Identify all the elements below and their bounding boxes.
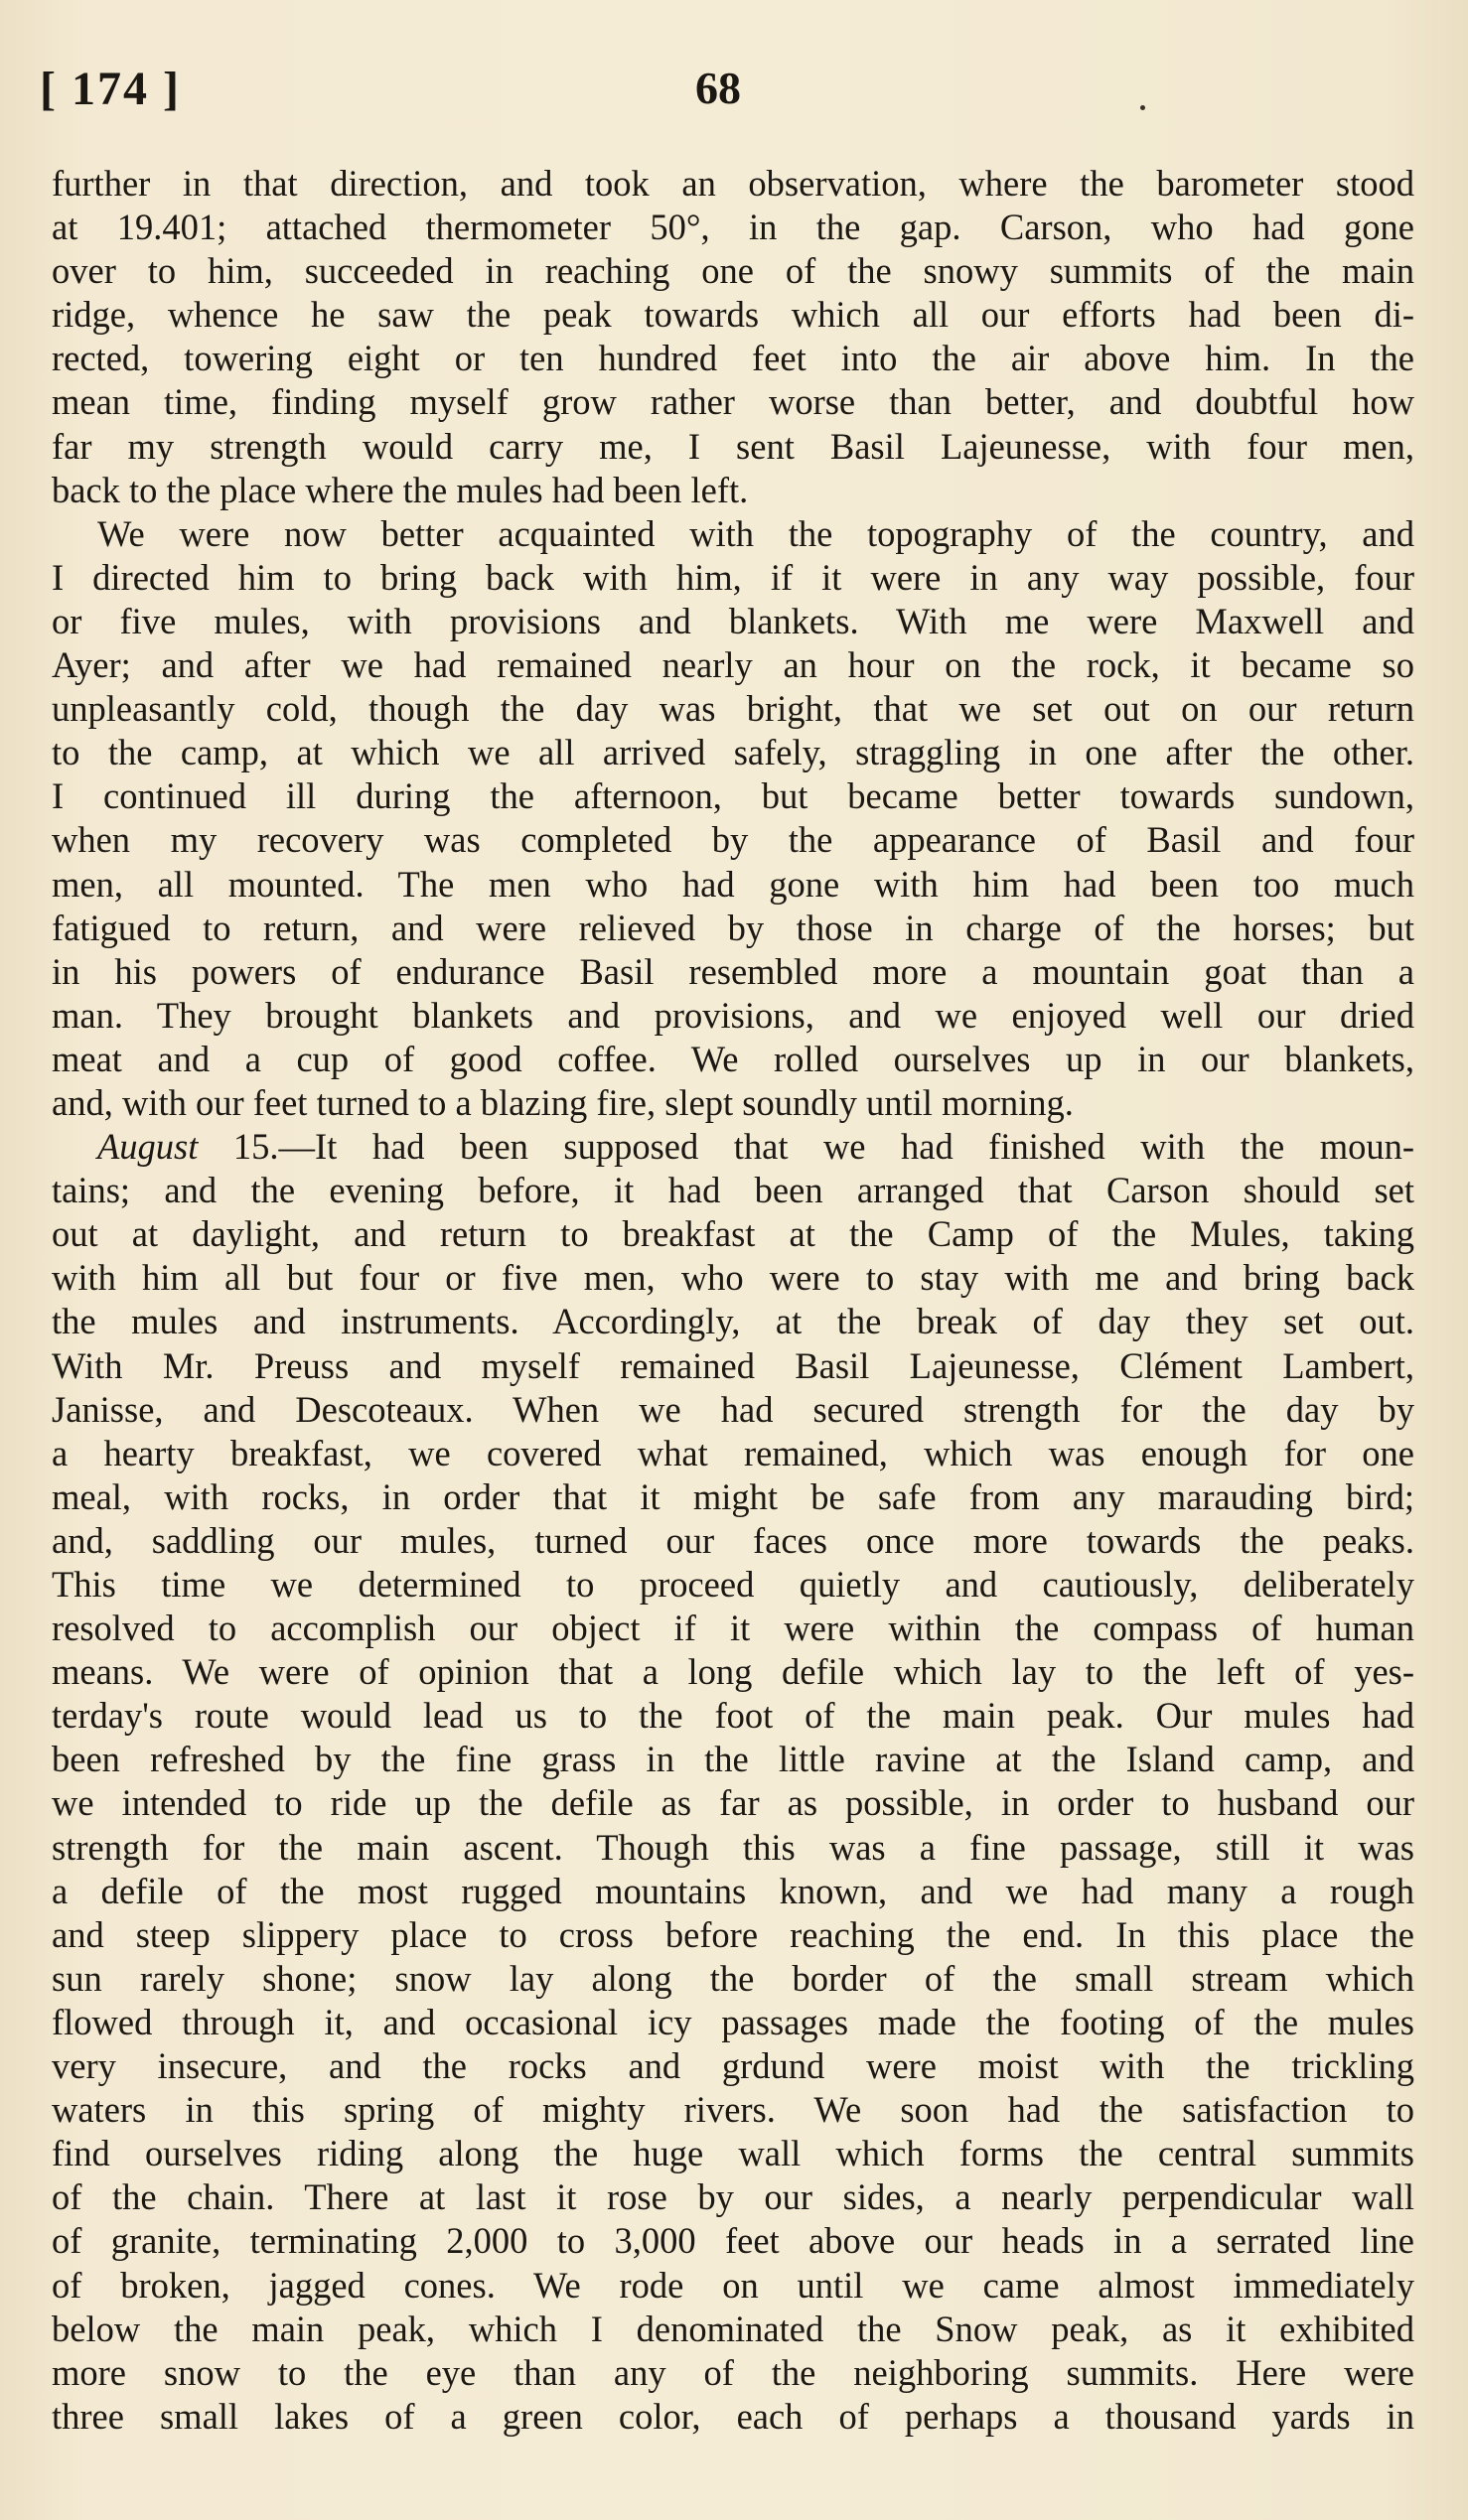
text-line: been refreshed by the fine grass in the little ravine at the Island camp, and	[52, 1739, 1414, 1780]
text-line: far my strength would carry me, I sent Basil Lajeunesse, with four men,	[52, 425, 1414, 467]
text-line: mean time, finding myself grow rather worse than better, and doubtful how	[52, 381, 1414, 423]
page-header	[40, 62, 1430, 141]
text-line: rected, towering eight or ten hundred feet into the air above him. In the	[52, 338, 1414, 379]
text-line: of the chain. There at last it rose by our sides, a nearly perpendicular wall	[52, 2176, 1414, 2218]
text-line: we intended to ride up the defile as far as possible, in order to husband our	[52, 1782, 1414, 1824]
text-line: over to him, succeeded in reaching one of the snowy summits of the main	[52, 250, 1414, 292]
ink-speck	[1140, 105, 1145, 110]
text-line: meat and a cup of good coffee. We rolled ourselves up in our blankets,	[52, 1038, 1414, 1079]
text-line: or five mules, with provisions and blankets. With me were Maxwell and	[52, 600, 1414, 641]
paragraph-start-line: We were now better acquainted with the topography of the country, and	[97, 512, 1414, 554]
text-line: means. We were of opinion that a long defile which lay to the left of yes-	[52, 1651, 1414, 1693]
text-line: man. They brought blankets and provisions, and we enjoyed well our dried	[52, 994, 1414, 1036]
text-line: strength for the main ascent. Though this was a fine passage, still it was	[52, 1826, 1414, 1868]
text-line: unpleasantly cold, though the day was bright, that we set out on our return	[52, 688, 1414, 730]
text-line: the mules and instruments. Accordingly, at the break of day they set out.	[52, 1301, 1414, 1342]
dateline-text: 15.—It had been supposed that we had finished with the moun-	[232, 1126, 1415, 1168]
text-line: tains; and the evening before, it had been arranged that Carson should set	[52, 1170, 1414, 1211]
text-line: of broken, jagged cones. We rode on until we came almost immediately	[52, 2264, 1414, 2306]
text-line: meal, with rocks, in order that it might be safe from any marauding bird;	[52, 1475, 1414, 1517]
text-line: Janisse, and Descoteaux. When we had secured strength for the day by	[52, 1388, 1414, 1430]
text-line: men, all mounted. The men who had gone with him had been too much	[52, 863, 1414, 905]
text-line: when my recovery was completed by the appearance of Basil and four	[52, 819, 1414, 861]
text-line: waters in this spring of mighty rivers. We soon had the satisfaction to	[52, 2089, 1414, 2131]
text-line: Ayer; and after we had remained nearly an hour on the rock, it became so	[52, 644, 1414, 686]
text-line: flowed through it, and occasional icy passages made the footing of the mules	[52, 2001, 1414, 2042]
page-number: 68	[695, 63, 741, 113]
text-line: three small lakes of a green color, each of perhaps a thousand yards in	[52, 2395, 1414, 2437]
text-line: with him all but four or five men, who were to stay with me and bring back	[52, 1257, 1414, 1299]
dateline-word: August	[97, 1126, 199, 1168]
text-line: at 19.401; attached thermometer 50°, in the gap. Carson, who had gone	[52, 207, 1414, 248]
text-line: and steep slippery place to cross before reaching the end. In this place the	[52, 1913, 1414, 1955]
paragraph-end-line: back to the place where the mules had been left.	[52, 469, 749, 510]
paragraph-end-line: and, with our feet turned to a blazing fire, slept soundly until morning.	[52, 1081, 1074, 1123]
text-line: in his powers of endurance Basil resembled more a mountain goat than a	[52, 950, 1414, 992]
text-line: more snow to the eye than any of the neighboring summits. Here were	[52, 2351, 1414, 2393]
text-line: to the camp, at which we all arrived safely, straggling in one after the other.	[52, 732, 1414, 773]
text-line: out at daylight, and return to breakfast at the Camp of the Mules, taking	[52, 1213, 1414, 1255]
text-line: I continued ill during the afternoon, but became better towards sundown,	[52, 775, 1414, 817]
text-line: terday's route would lead us to the foot of the main peak. Our mules had	[52, 1695, 1414, 1737]
text-line: I directed him to bring back with him, if it were in any way possible, four	[52, 556, 1414, 598]
text-line: a hearty breakfast, we covered what remained, which was enough for one	[52, 1432, 1414, 1473]
text-line: This time we determined to proceed quietly and cautiously, deliberately	[52, 1564, 1414, 1605]
body-text	[52, 162, 1414, 2439]
text-line: With Mr. Preuss and myself remained Basil Lajeunesse, Clément Lambert,	[52, 1344, 1414, 1386]
dated-paragraph-start-line	[52, 1125, 1414, 1169]
text-line: ridge, whence he saw the peak towards which all our efforts had been di-	[52, 294, 1414, 336]
text-line: and, saddling our mules, turned our faces once more towards the peaks.	[52, 1519, 1414, 1561]
text-line: sun rarely shone; snow lay along the border of the small stream which	[52, 1957, 1414, 1999]
text-line: resolved to accomplish our object if it were within the compass of human	[52, 1608, 1414, 1649]
text-line: a defile of the most rugged mountains known, and we had many a rough	[52, 1870, 1414, 1911]
text-line: below the main peak, which I denominated the Snow peak, as it exhibited	[52, 2308, 1414, 2349]
text-line: very insecure, and the rocks and grdund were moist with the trickling	[52, 2045, 1414, 2087]
text-line: of granite, terminating 2,000 to 3,000 feet above our heads in a serrated line	[52, 2220, 1414, 2262]
text-line: fatigued to return, and were relieved by those in charge of the horses; but	[52, 907, 1414, 948]
text-line: further in that direction, and took an observation, where the barometer stood	[52, 163, 1414, 204]
document-page-number: [ 174 ]	[40, 63, 181, 115]
text-line: find ourselves riding along the huge wall which forms the central summits	[52, 2133, 1414, 2174]
